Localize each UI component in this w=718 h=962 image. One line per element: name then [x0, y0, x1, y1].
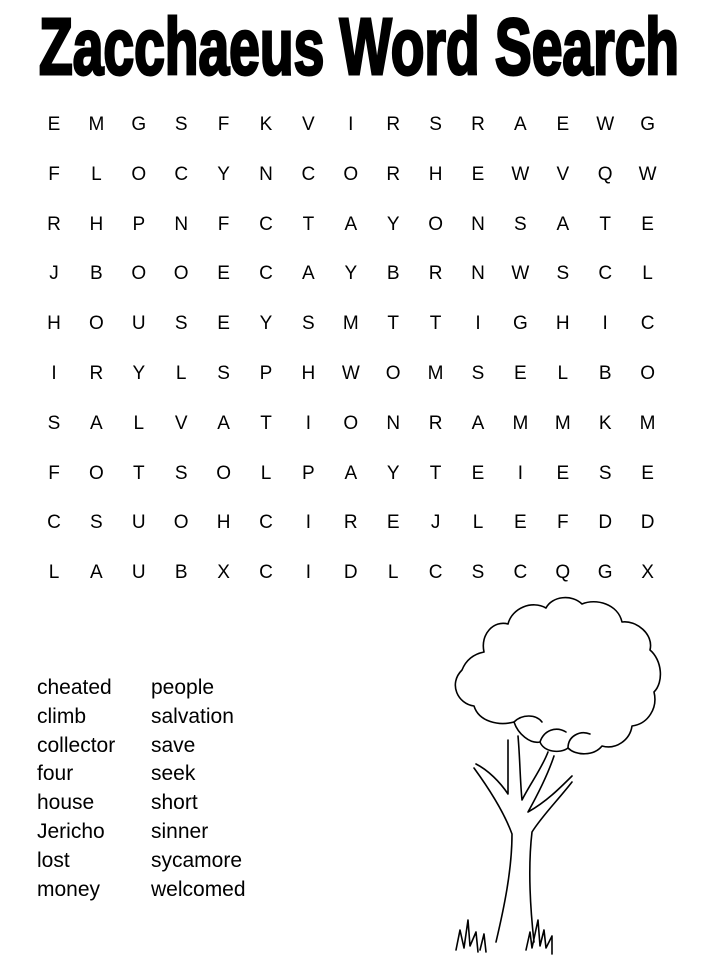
grid-letter: C — [259, 213, 273, 235]
grid-row — [34, 106, 676, 144]
word-list-right — [151, 674, 281, 904]
grid-letter: T — [132, 462, 145, 484]
grid-letter: U — [131, 562, 146, 584]
grid-letter: L — [642, 263, 653, 285]
grid-letter: I — [348, 114, 354, 135]
grid-letter: W — [596, 114, 615, 135]
grid-letter: O — [173, 263, 189, 285]
grid-letter: O — [173, 512, 189, 534]
grid-letter: A — [344, 462, 358, 484]
grid-letter: E — [556, 462, 570, 484]
grid-letter: V — [302, 114, 315, 135]
grid-letter: E — [556, 114, 570, 135]
grid-letter: V — [174, 412, 188, 434]
grid-letter: U — [131, 512, 146, 534]
grid-letter: C — [428, 562, 443, 584]
grid-letter: O — [89, 313, 104, 335]
grid-letter: X — [641, 562, 654, 584]
grid-letter: F — [217, 114, 230, 135]
grid-letter: J — [430, 512, 441, 534]
grid-letter: F — [217, 213, 230, 235]
grid-letter: E — [514, 363, 527, 384]
word-list-item: save — [151, 733, 196, 757]
grid-letter: E — [641, 213, 654, 235]
word-list-item: climb — [37, 704, 87, 728]
grid-letter: L — [387, 562, 399, 584]
grid-letter: B — [386, 263, 400, 285]
grid-letter: L — [557, 363, 569, 384]
grid-letter: O — [343, 163, 359, 185]
word-list-item: house — [37, 791, 95, 815]
grid-letter: E — [471, 163, 485, 185]
grid-row — [34, 455, 676, 493]
grid-letter: T — [260, 412, 272, 434]
grid-letter: F — [48, 163, 60, 185]
grid-letter: X — [217, 562, 230, 584]
page-title — [0, 2, 718, 88]
grid-letter: C — [47, 512, 61, 534]
grid-letter: R — [343, 512, 358, 534]
grid-letter: H — [216, 512, 231, 534]
grid-row — [34, 355, 676, 393]
grid-letter: T — [599, 213, 611, 235]
grid-letter: F — [48, 462, 60, 484]
grid-letter: S — [514, 213, 527, 235]
grid-letter: I — [517, 462, 524, 484]
word-list-item: welcomed — [151, 877, 246, 901]
grid-letter: B — [90, 263, 103, 285]
grid-letter: K — [259, 114, 273, 135]
grid-letter: D — [598, 512, 613, 534]
grid-letter: M — [342, 313, 359, 335]
tree-icon — [396, 590, 686, 957]
grid-letter: G — [640, 114, 655, 135]
grid-letter: H — [47, 313, 61, 335]
grid-letter: N — [174, 213, 189, 235]
grid-letter: H — [428, 163, 443, 185]
grid-letter: C — [259, 263, 273, 285]
grid-letter: S — [556, 263, 570, 285]
grid-letter: V — [556, 163, 570, 185]
grid-letter: T — [429, 462, 442, 484]
grid-letter: C — [513, 562, 528, 584]
grid-row — [34, 305, 676, 343]
grid-letter: R — [471, 114, 485, 135]
grid-letter: O — [89, 462, 104, 484]
grid-letter: L — [472, 512, 484, 534]
grid-letter: D — [640, 512, 655, 534]
grid-letter: A — [217, 412, 230, 434]
grid-letter: G — [131, 114, 147, 135]
word-list-item: sinner — [151, 819, 209, 843]
grid-letter: A — [90, 562, 103, 584]
grid-letter: Y — [132, 363, 146, 384]
grid-letter: E — [514, 512, 527, 534]
grid-letter: K — [598, 412, 612, 434]
grid-letter: U — [131, 313, 146, 335]
grid-letter: T — [387, 313, 399, 335]
grid-letter: R — [89, 363, 104, 384]
grid-letter: M — [639, 412, 656, 434]
grid-letter: E — [471, 462, 485, 484]
grid-letter: E — [386, 512, 400, 534]
grid-letter: S — [217, 363, 230, 384]
grid-letter: F — [556, 512, 569, 534]
grid-letter: H — [301, 363, 316, 384]
grid-letter: E — [217, 313, 230, 335]
grid-letter: P — [259, 363, 273, 384]
grid-letter: N — [471, 263, 485, 285]
word-list-item: collector — [37, 733, 116, 757]
word-list-item: seek — [151, 762, 196, 786]
grid-letter: A — [514, 114, 527, 135]
grid-letter: S — [90, 512, 103, 534]
grid-letter: O — [131, 263, 147, 285]
grid-row — [34, 255, 676, 293]
grid-letter: W — [511, 163, 530, 185]
grid-row — [34, 405, 676, 443]
grid-letter: S — [174, 462, 188, 484]
grid-letter: W — [341, 363, 360, 384]
grid-letter: C — [259, 512, 273, 534]
grid-letter: P — [302, 462, 315, 484]
grid-letter: E — [641, 462, 654, 484]
word-list-left — [37, 674, 167, 904]
grid-letter: R — [386, 163, 401, 185]
grid-letter: Y — [386, 462, 400, 484]
grid-letter: J — [49, 263, 59, 285]
grid-letter: E — [217, 263, 230, 285]
grid-letter: S — [429, 114, 442, 135]
grid-letter: A — [471, 412, 485, 434]
grid-letter: W — [511, 263, 530, 285]
grid-row — [34, 156, 676, 194]
grid-letter: O — [343, 412, 359, 434]
grid-letter: A — [302, 263, 315, 285]
word-list-item: sycamore — [151, 848, 243, 872]
grid-letter: M — [512, 412, 529, 434]
grid-letter: C — [301, 163, 316, 185]
grid-letter: T — [429, 313, 442, 335]
grid-letter: C — [259, 562, 273, 584]
grid-letter: E — [47, 114, 61, 135]
grid-letter: N — [259, 163, 273, 185]
grid-letter: O — [428, 213, 443, 235]
grid-letter: R — [428, 263, 443, 285]
grid-letter: S — [174, 313, 188, 335]
grid-row — [34, 554, 676, 592]
word-list-item: four — [37, 762, 74, 786]
grid-letter: M — [554, 412, 571, 434]
grid-letter: L — [260, 462, 272, 484]
grid-letter: I — [305, 562, 312, 584]
grid-letter: S — [598, 462, 612, 484]
grid-letter: R — [428, 412, 443, 434]
grid-letter: A — [556, 213, 570, 235]
grid-letter: O — [216, 462, 231, 484]
grid-letter: B — [598, 363, 612, 384]
grid-letter: B — [174, 562, 188, 584]
grid-letter: I — [602, 313, 608, 335]
grid-letter: O — [385, 363, 401, 384]
grid-letter: N — [386, 412, 401, 434]
grid-letter: I — [305, 412, 312, 434]
grid-letter: S — [47, 412, 61, 434]
word-list-item: short — [151, 791, 198, 815]
word-list-item: cheated — [37, 676, 112, 699]
grid-letter: R — [386, 114, 401, 135]
grid-letter: T — [302, 213, 315, 235]
grid-row — [34, 504, 676, 542]
word-list-item: money — [37, 877, 101, 901]
grid-letter: I — [475, 313, 481, 335]
grid-letter: Y — [386, 213, 400, 235]
grid-letter: G — [513, 313, 528, 335]
grid-letter: G — [597, 562, 613, 584]
grid-letter: C — [640, 313, 655, 335]
grid-letter: I — [51, 363, 57, 384]
word-list-item: salvation — [151, 704, 234, 728]
grid-letter: H — [555, 313, 570, 335]
grid-letter: L — [175, 363, 187, 384]
word-list-item: people — [151, 676, 215, 699]
grid-letter: L — [133, 412, 145, 434]
grid-letter: C — [174, 163, 189, 185]
grid-letter: S — [174, 114, 188, 135]
grid-letter: M — [427, 363, 444, 384]
grid-letter: S — [471, 363, 485, 384]
grid-letter: R — [47, 213, 61, 235]
word-list-item: lost — [37, 848, 70, 872]
grid-letter: L — [48, 562, 60, 584]
grid-letter: H — [89, 213, 104, 235]
grid-letter: P — [132, 213, 146, 235]
grid-letter: S — [302, 313, 315, 335]
grid-letter: N — [471, 213, 485, 235]
grid-letter: Q — [555, 562, 571, 584]
grid-letter: S — [471, 562, 485, 584]
grid-letter: Y — [259, 313, 273, 335]
grid-letter: Y — [217, 163, 230, 185]
word-list-item: Jericho — [37, 819, 105, 843]
grid-letter: A — [344, 213, 358, 235]
grid-letter: I — [305, 512, 312, 534]
grid-letter: W — [638, 163, 657, 185]
grid-letter: C — [598, 263, 613, 285]
page-title-text: Zacchaeus Word Search — [39, 2, 679, 88]
grid-letter: M — [88, 114, 105, 135]
grid-letter: A — [90, 412, 103, 434]
grid-letter: L — [91, 163, 102, 185]
grid-letter: Y — [344, 263, 358, 285]
grid-letter: O — [640, 363, 655, 384]
letter-grid — [34, 106, 676, 596]
grid-letter: O — [131, 163, 147, 185]
grid-row — [34, 206, 676, 244]
grid-letter: D — [343, 562, 358, 584]
grid-letter: Q — [597, 163, 613, 185]
